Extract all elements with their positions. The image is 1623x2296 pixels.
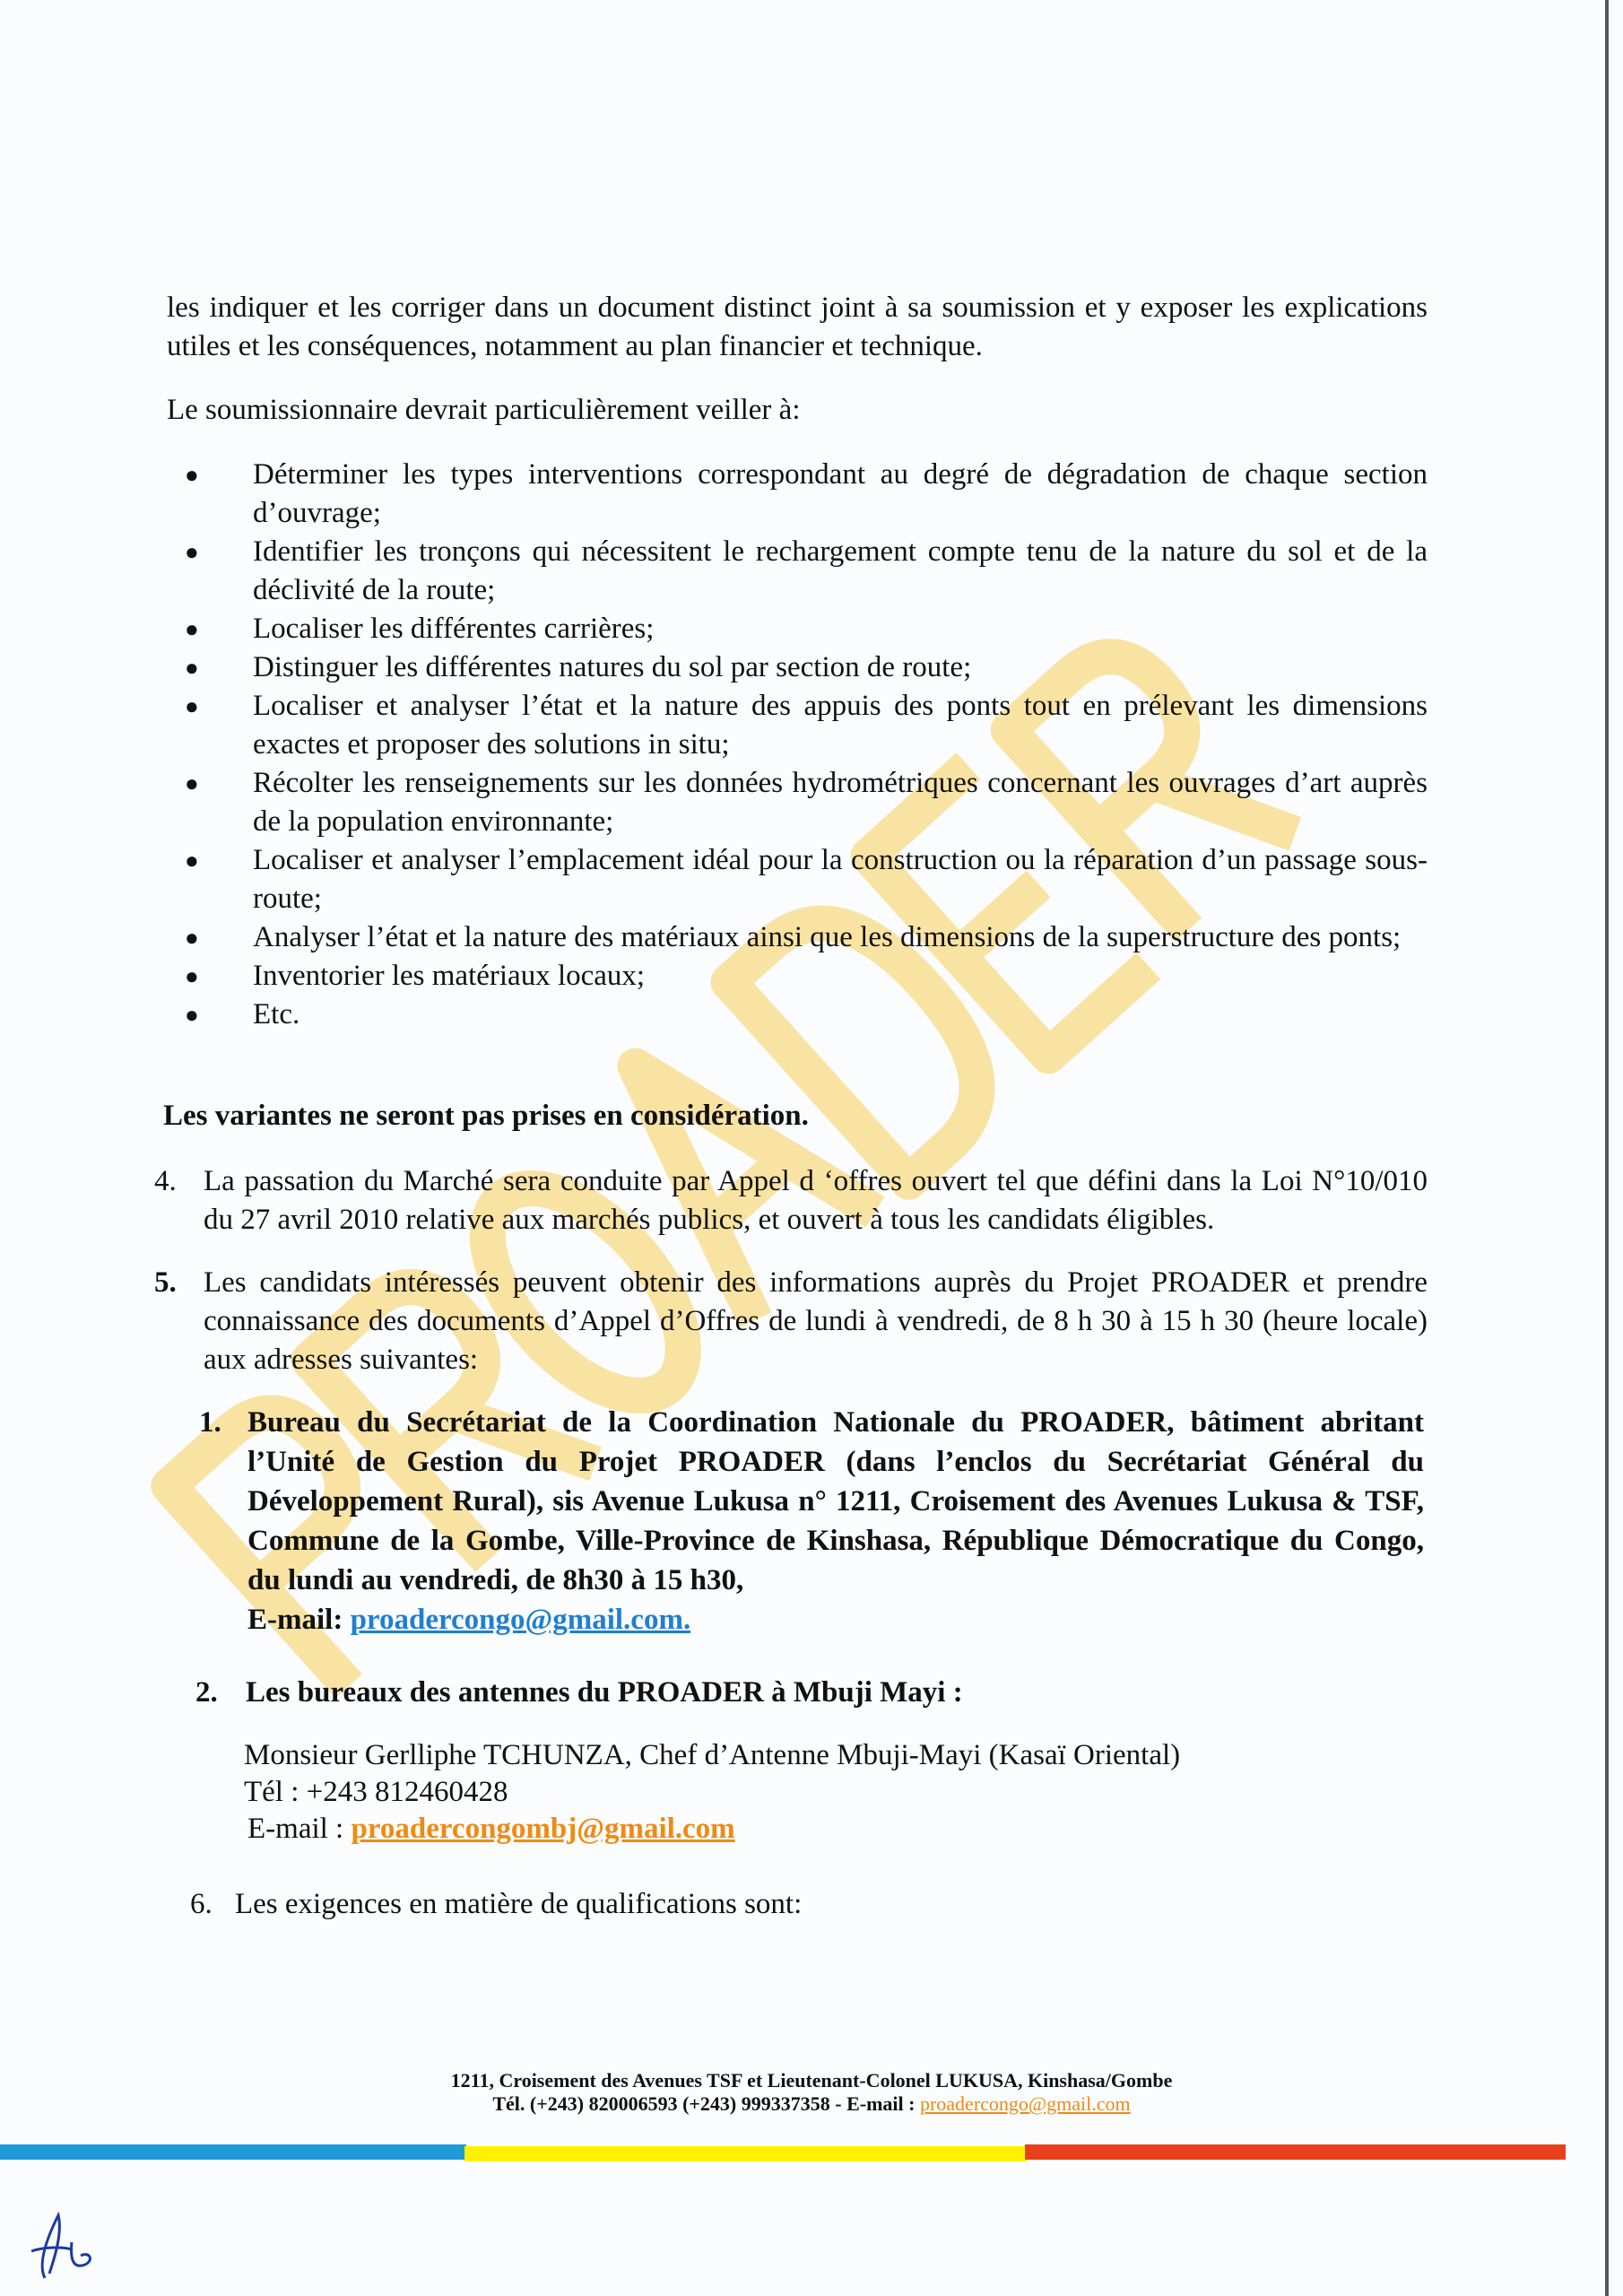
address-2-email: [247, 1811, 1428, 1848]
bullet-text: Localiser les différentes carrières;: [253, 613, 655, 645]
bullet-item: [185, 533, 1428, 610]
bullet-text: Inventorier les matériaux locaux;: [253, 960, 646, 992]
bullet-text: Récolter les renseignements sur les données hydrométriques concernant les ouvrages d’art auprès de la population environnante;: [253, 767, 1428, 838]
item-5-number: 5.: [154, 1266, 177, 1299]
intro-paragraph: les indiquer et les corriger dans un document distinct joint à sa soumission et y exposer les explications utiles et les conséquences, notamment au plan financier et technique.: [167, 291, 1428, 362]
footer-phones: Tél. (+243) 820006593 (+243) 999337358 - E-mail :: [492, 2092, 920, 2115]
address-2-details: [244, 1737, 1428, 1848]
intro-lead: Le soumissionnaire devrait particulièrement veiller à:: [167, 394, 801, 426]
bullet-item: [185, 610, 1428, 648]
bullet-text: Distinguer les différentes natures du sol par section de route;: [253, 651, 972, 683]
bullet-icon: ●: [185, 925, 199, 951]
bullet-list: [154, 456, 1428, 1034]
scan-edge: [1605, 0, 1609, 2296]
bullet-item: [185, 841, 1428, 918]
bullet-item: [185, 764, 1428, 841]
address-1-text: [247, 1403, 1424, 1639]
bullet-text: Identifier les tronçons qui nécessitent le rechargement compte tenu de la nature du sol et de la déclivité de la route;: [253, 535, 1428, 606]
bullet-icon: ●: [185, 462, 199, 488]
address-2-number: 2.: [195, 1676, 218, 1709]
item-5: [154, 1264, 1428, 1379]
flag-bar-blue: [0, 2144, 466, 2160]
bullet-item: [185, 648, 1428, 687]
flag-bar-yellow: [464, 2146, 1027, 2161]
item-4-number: 4.: [154, 1165, 177, 1197]
footer-email-link[interactable]: proadercongo@gmail.com: [919, 2092, 1131, 2115]
bullet-text: Localiser et analyser l’emplacement idéal pour la construction ou la réparation d’un passage sous-route;: [253, 844, 1428, 915]
item-6-number: 6.: [190, 1888, 213, 1920]
bullet-text: Déterminer les types interventions correspondant au degré de dégradation de chaque section d’ouvrage;: [253, 458, 1428, 529]
bullet-icon: ●: [185, 848, 199, 874]
item-4-text: La passation du Marché sera conduite par Appel d ‘offres ouvert tel que défini dans la Loi N°10/010 du 27 avril 2010 relative aux marchés publics, et ouvert à tous les candidats éligibles.: [204, 1165, 1428, 1236]
address-2-contact: Monsieur Gerlliphe TCHUNZA, Chef d’Antenne Mbuji-Mayi (Kasaï Oriental): [244, 1739, 1181, 1771]
bullet-icon: ●: [185, 770, 199, 796]
bullet-text: Etc.: [253, 998, 300, 1031]
address-1-email-link[interactable]: proadercongo@gmail.com.: [350, 1604, 691, 1636]
bullet-icon: ●: [185, 539, 199, 565]
address-1-body: Bureau du Secrétariat de la Coordination Nationale du PROADER, bâtiment abritant l’Unité de Gestion du Projet PROADER (dans l’enclos du Secrétariat Général du Développement Rural), sis Avenue Lukusa n° 1211, Croisement des Avenues Lukusa & TSF, Commune de la Gombe, Ville-Province de Kinshasa, République Démocratique du Congo, du lundi au vendredi, de 8h30 à 15 h30,: [247, 1406, 1424, 1596]
item-5-text: Les candidats intéressés peuvent obtenir des informations auprès du Projet PROADER et prendre connaissance des documents d’Appel d’Offres de lundi à vendredi, de 8 h 30 à 15 h 30 (heure locale) aux adresses suivantes:: [204, 1266, 1428, 1376]
bullet-item: [185, 687, 1428, 764]
document-body: [154, 289, 1428, 1924]
address-2-email-label: E-mail :: [247, 1813, 344, 1845]
address-2-email-link[interactable]: proadercongombj@gmail.com: [351, 1813, 735, 1845]
bullet-text: Analyser l’état et la nature des matériaux ainsi que les dimensions de la superstructure des ponts;: [253, 921, 1402, 953]
bullet-icon: ●: [185, 693, 199, 719]
bullet-item: [185, 957, 1428, 996]
bullet-icon: ●: [185, 655, 199, 681]
bullet-text: Localiser et analyser l’état et la nature des appuis des ponts tout en prélevant les dimensions exactes et proposer des solutions in situ;: [253, 690, 1428, 761]
item-6: [190, 1885, 1428, 1924]
item-6-text: Les exigences en matière de qualifications sont:: [235, 1888, 803, 1920]
signature-initials: [18, 2206, 117, 2287]
flag-bar-red: [1025, 2144, 1566, 2160]
address-1-email-label: E-mail:: [247, 1604, 343, 1636]
bullet-item: [185, 456, 1428, 533]
address-2-title: Les bureaux des antennes du PROADER à Mbuji Mayi :: [246, 1676, 963, 1709]
address-1-number: 1.: [199, 1406, 221, 1439]
bullet-icon: ●: [185, 1002, 199, 1028]
variantes-note: Les variantes ne seront pas prises en considération.: [163, 1100, 809, 1132]
bullet-icon: ●: [185, 616, 199, 642]
item-4: [154, 1162, 1428, 1239]
address-1: [199, 1403, 1424, 1639]
address-2: [195, 1674, 1428, 1712]
footer-contact: [0, 2092, 1623, 2116]
address-2-tel: Tél : +243 812460428: [244, 1776, 508, 1808]
footer-address: 1211, Croisement des Avenues TSF et Lieutenant-Colonel LUKUSA, Kinshasa/Gombe: [450, 2069, 1173, 2092]
bullet-item: [185, 918, 1428, 957]
bullet-icon: ●: [185, 963, 199, 989]
bullet-item: [185, 996, 1428, 1034]
